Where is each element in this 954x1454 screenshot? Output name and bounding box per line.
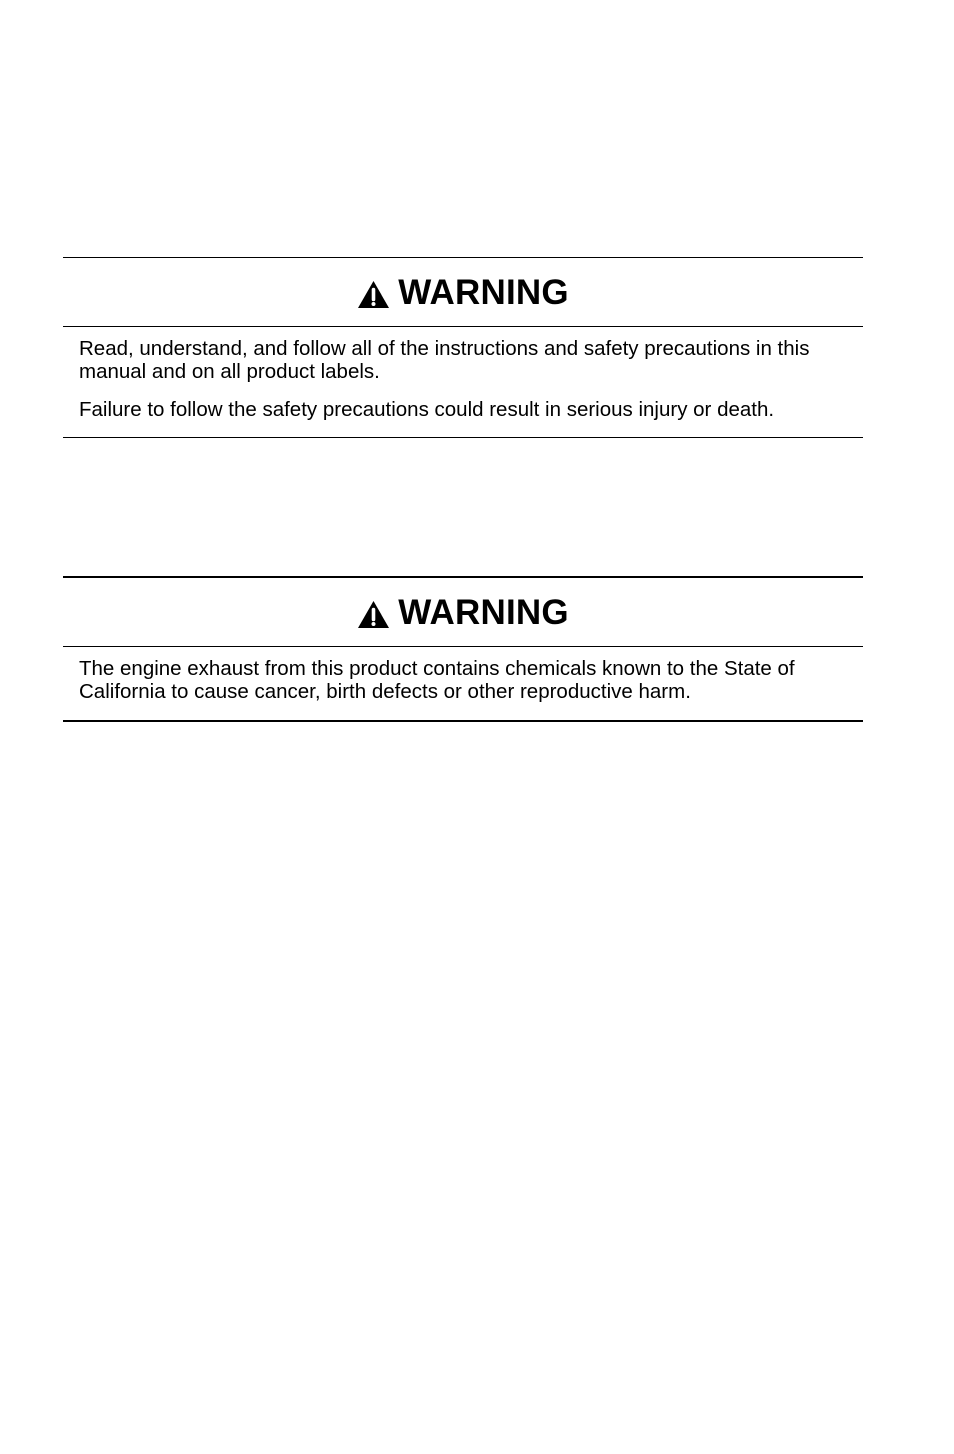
warning-paragraph: Read, understand, and follow all of the instructions and safety precautions in this manual and on all product labels. (79, 337, 810, 383)
warning-paragraph: The engine exhaust from this product contains chemicals known to the State of California to cause cancer, birth defects or other reproductive harm. (79, 657, 795, 703)
warning-title: WARNING (398, 592, 569, 632)
warning-header (63, 578, 863, 647)
safety-warning-box (63, 257, 863, 438)
warning-title: WARNING (398, 272, 569, 312)
warning-paragraph: Failure to follow the safety precautions could result in serious injury or death. (79, 398, 775, 421)
warning-body (63, 327, 863, 437)
warning-triangle-icon (357, 280, 390, 309)
california-warning-box (63, 576, 863, 722)
warning-triangle-icon (357, 600, 390, 629)
warning-header (63, 258, 863, 327)
warning-body (63, 647, 863, 720)
